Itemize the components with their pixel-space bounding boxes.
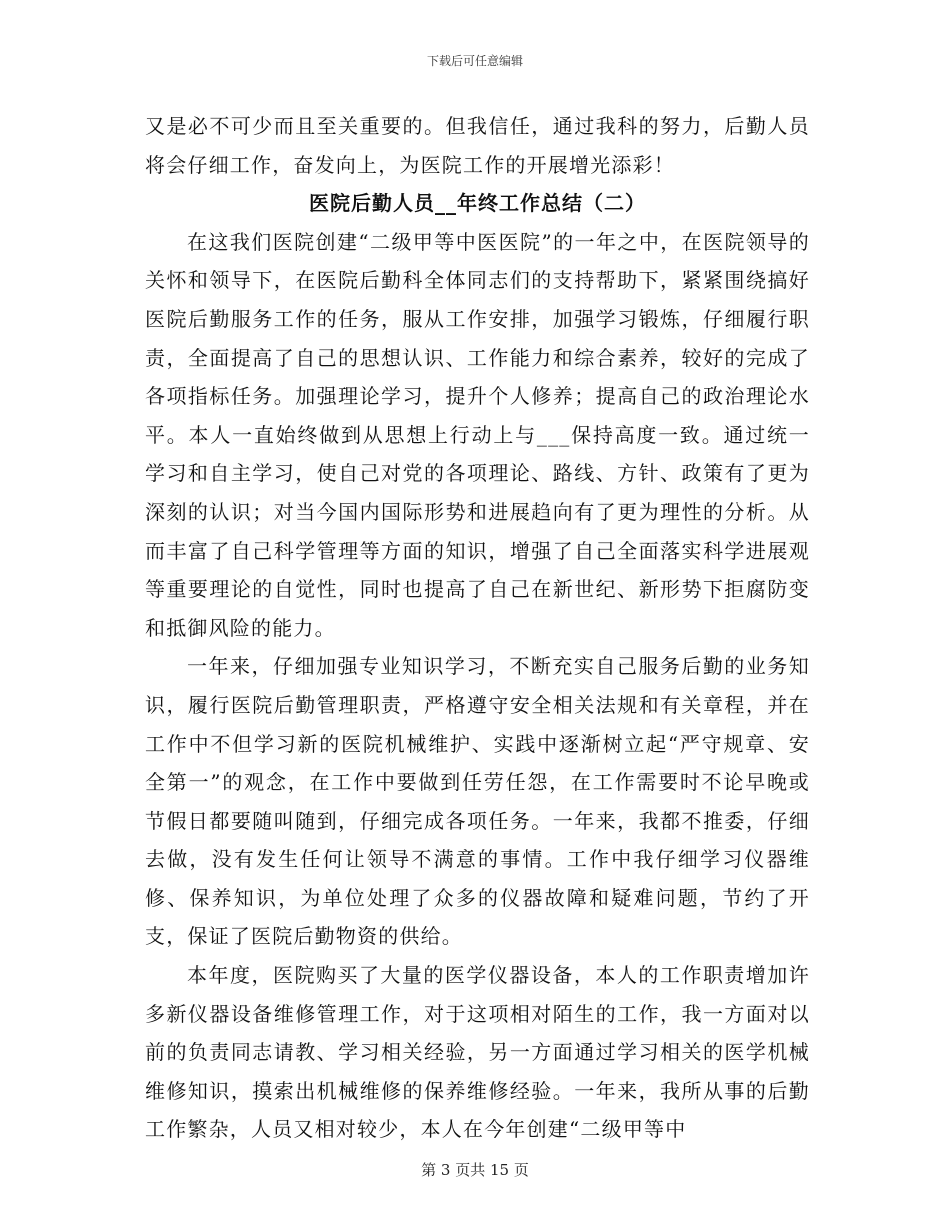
section-title: 医院后勤人员__年终工作总结（二） [309, 191, 646, 216]
document-body [145, 107, 810, 1149]
continuation-paragraph: 又是必不可少而且至关重要的。但我信任，通过我科的努力，后勤人员将会仔细工作，奋发向上，为医院工作的开展增光添彩！ [145, 114, 810, 177]
page-header: 下载后可任意编辑 [426, 54, 523, 68]
page-footer: 第 3 页共 15 页 [421, 1161, 529, 1179]
paragraph-2: 一年来，仔细加强专业知识学习，不断充实自己服务后勤的业务知识，履行医院后勤管理职责，严格遵守安全相关法规和有关章程，并在工作中不但学习新的医院机械维护、实践中逐渐树立起“严守规章、安全第一”的观念，在工作中要做到任劳任怨，在工作需要时不论早晚或节假日都要随叫随到，仔细完成各项任务。一年来，我都不推委，仔细去做，没有发生任何让领导不满意的事情。工作中我仔细学习仪器维修、保养知识，为单位处理了众多的仪器故障和疑难问题，节约了开支，保证了医院后勤物资的供给。 [145, 654, 810, 949]
paragraph-3: 本年度，医院购买了大量的医学仪器设备，本人的工作职责增加许多新仪器设备维修管理工作，对于这项相对陌生的工作，我一方面对以前的负责同志请教、学习相关经验，另一方面通过学习相关的医学机械维修知识，摸索出机械维修的保养维修经验。一年来，我所从事的后勤工作繁杂，人员又相对较少，本人在今年创建“二级甲等中 [145, 963, 810, 1142]
paragraph-1: 在这我们医院创建“二级甲等中医医院”的一年之中，在医院领导的关怀和领导下，在医院后勤科全体同志们的支持帮助下，紧紧围绕搞好医院后勤服务工作的任务，服从工作安排，加强学习锻炼，仔细履行职责，全面提高了自己的思想认识、工作能力和综合素养，较好的完成了各项指标任务。加强理论学习，提升个人修养；提高自己的政治理论水平。本人一直始终做到从思想上行动上与___保持高度一致。通过统一学习和自主学习，使自己对党的各项理论、路线、方针、政策有了更为深刻的认识；对当今国内国际形势和进展趋向有了更为理性的分析。从而丰富了自己科学管理等方面的知识，增强了自己全面落实科学进展观等重要理论的自觉性，同时也提高了自己在新世纪、新形势下拒腐防变和抵御风险的能力。 [145, 229, 810, 640]
